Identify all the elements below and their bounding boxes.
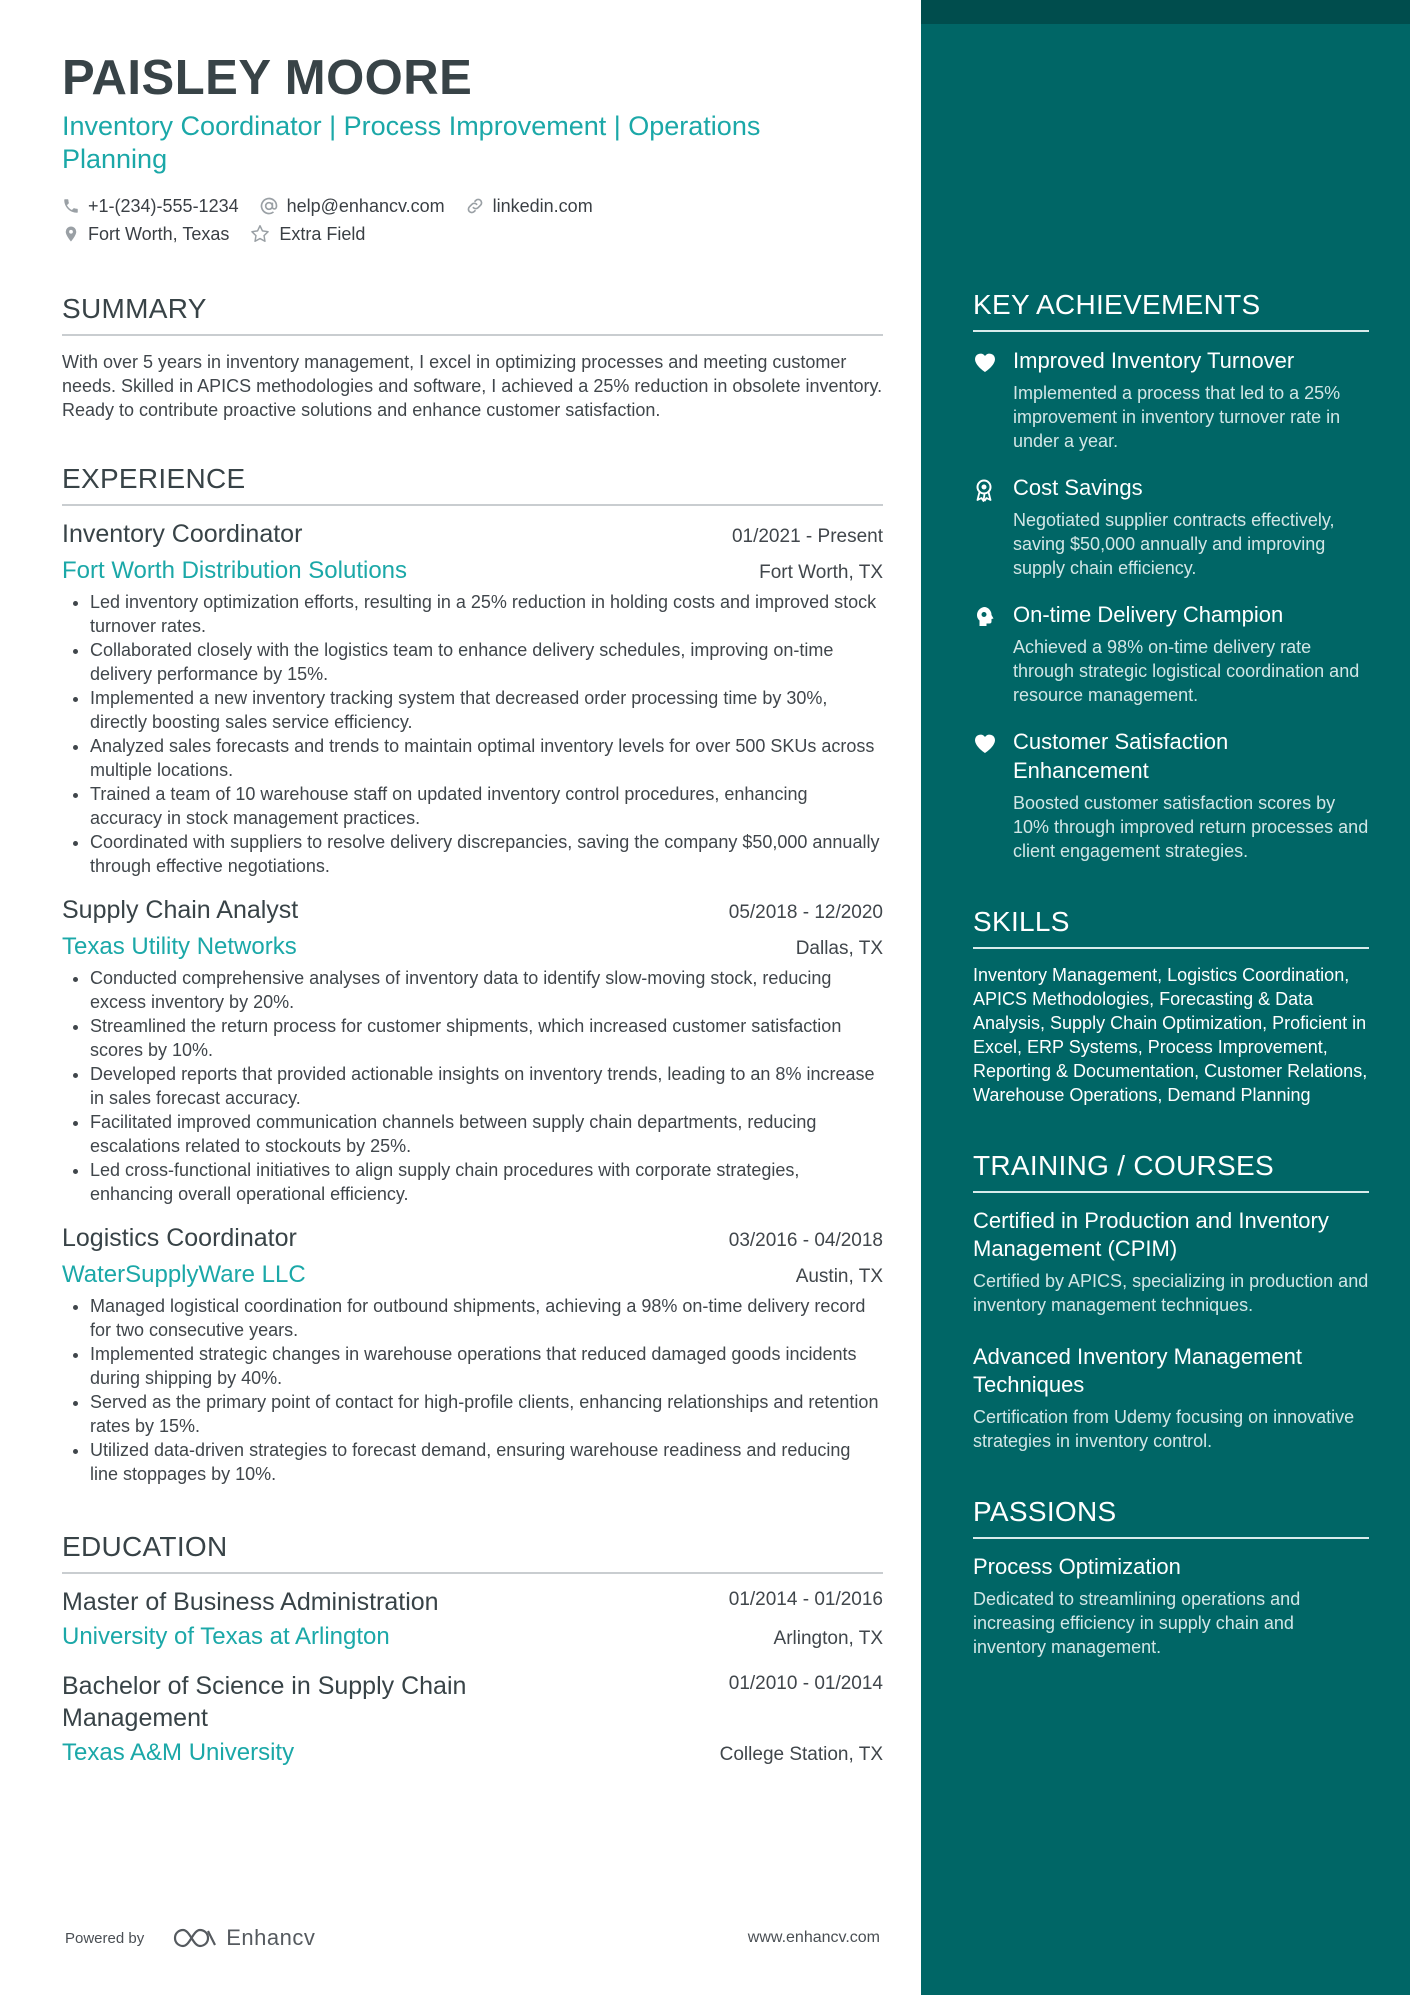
- bullet-item: • Implemented a new inventory tracking system that decreased order processing time by 30%, directly boosting sales service efficiency.: [90, 686, 883, 734]
- achievement-title: Cost Savings: [1013, 475, 1143, 500]
- job-title: Logistics Coordinator: [62, 1224, 297, 1252]
- candidate-headline: Inventory Coordinator | Process Improvement | Operations Planning: [62, 111, 761, 174]
- bullet-item: • Conducted comprehensive analyses of inventory data to identify slow-moving stock, reducing excess inventory by 20%.: [90, 966, 883, 1014]
- education-date: 01/2010 - 01/2014: [728, 1673, 883, 1694]
- contact-extra: [249, 223, 365, 245]
- job-title: Inventory Coordinator: [62, 520, 303, 548]
- link-icon: [465, 196, 485, 216]
- footer-url[interactable]: www.enhancv.com: [747, 1929, 880, 1946]
- course-item: [973, 1343, 1369, 1453]
- education-header: [62, 1670, 883, 1734]
- job-title: Supply Chain Analyst: [62, 896, 299, 924]
- brand-logo[interactable]: [172, 1925, 315, 1951]
- achievement-body: [1013, 600, 1369, 707]
- phone-icon: [62, 197, 80, 215]
- bullet-item: • Led cross-functional initiatives to align supply chain procedures with corporate strategies, enhancing overall operational efficiency.: [90, 1158, 883, 1206]
- education-location: College Station, TX: [719, 1744, 883, 1765]
- contact-location: [62, 224, 229, 245]
- job-header: [62, 894, 883, 926]
- location-pin-icon: [62, 224, 80, 244]
- job-date: 05/2018 - 12/2020: [728, 902, 883, 923]
- contact-linkedin[interactable]: [465, 196, 593, 217]
- education-school: University of Texas at Arlington: [62, 1623, 390, 1650]
- education-degree: Master of Business Administration: [62, 1588, 439, 1616]
- section-title: SKILLS: [973, 905, 1369, 949]
- email-text: help@enhancv.com: [286, 195, 445, 216]
- achievement-item: [973, 346, 1369, 453]
- powered-by: [65, 1925, 315, 1951]
- course-title: Advanced Inventory Management Techniques: [973, 1344, 1302, 1397]
- education-school: Texas A&M University: [62, 1739, 295, 1766]
- section-title: EXPERIENCE: [62, 462, 883, 506]
- achievement-item: [973, 727, 1369, 863]
- job-location: Austin, TX: [795, 1266, 883, 1287]
- bullet-item: • Utilized data-driven strategies to forecast demand, ensuring warehouse readiness and reducing line stoppages by 10%.: [90, 1438, 883, 1486]
- bullet-item: • Analyzed sales forecasts and trends to maintain optimal inventory levels for over 500 SKUs across multiple locations.: [90, 734, 883, 782]
- job-subheader: [62, 932, 883, 962]
- contact-row-2: [62, 220, 883, 248]
- education-subheader: [62, 1622, 883, 1652]
- achievement-desc: Achieved a 98% on-time delivery rate through strategic logistical coordination and resource management.: [1013, 637, 1360, 705]
- heart-icon: [973, 351, 997, 373]
- job-company: WaterSupplyWare LLC: [62, 1261, 306, 1288]
- award-icon: [973, 478, 995, 502]
- education-date: 01/2014 - 01/2016: [728, 1589, 883, 1610]
- job-bullets: [62, 1294, 883, 1486]
- bullet-item: • Managed logistical coordination for outbound shipments, achieving a 98% on-time delivery record for two consecutive years.: [90, 1294, 883, 1342]
- summary-text: With over 5 years in inventory management, I excel in optimizing processes and meeting customer needs. Skilled in APICS methodologies and software, I achieved a 25% reduction in obsolete inventory. Ready to contribute proactive solutions and enhance customer satisfaction.: [62, 352, 883, 420]
- bullet-item: • Developed reports that provided actionable insights on inventory trends, leading to an 8% increase in sales forecast accuracy.: [90, 1062, 883, 1110]
- job-company: Texas Utility Networks: [62, 933, 297, 960]
- summary-section: [62, 292, 883, 422]
- bullet-item: • Led inventory optimization efforts, resulting in a 25% reduction in holding costs and improved stock turnover rates.: [90, 590, 883, 638]
- education-degree: Bachelor of Science in Supply Chain Management: [62, 1672, 467, 1732]
- section-title: TRAINING / COURSES: [973, 1149, 1369, 1193]
- section-title: PASSIONS: [973, 1495, 1369, 1539]
- contact-phone[interactable]: [62, 196, 239, 217]
- contact-info: [62, 192, 883, 248]
- training-section: [973, 1149, 1369, 1453]
- passions-section: [973, 1495, 1369, 1659]
- course-desc: Certification from Udemy focusing on innovative strategies in inventory control.: [973, 1407, 1355, 1451]
- achievement-title: Customer Satisfaction Enhancement: [1013, 729, 1229, 783]
- location-text: Fort Worth, Texas: [88, 223, 230, 244]
- job-location: Fort Worth, TX: [759, 562, 883, 583]
- achievement-desc: Implemented a process that led to a 25% improvement in inventory turnover rate in under a year.: [1013, 383, 1341, 451]
- job-bullets: [62, 966, 883, 1206]
- achievement-item: [973, 473, 1369, 580]
- bullet-item: • Streamlined the return process for customer shipments, which increased customer satisfaction scores by 10%.: [90, 1014, 883, 1062]
- section-title: KEY ACHIEVEMENTS: [973, 288, 1369, 332]
- job-header: [62, 518, 883, 550]
- sidebar-column: [921, 0, 1410, 1995]
- education-location: Arlington, TX: [773, 1628, 883, 1649]
- powered-by-label: Powered by: [65, 1929, 145, 1947]
- experience-section: [62, 462, 883, 1486]
- job-entry: [62, 894, 883, 1206]
- candidate-name: PAISLEY MOORE: [62, 51, 473, 105]
- heart-icon-wrap: [973, 346, 1013, 453]
- main-column-content: [62, 50, 883, 1768]
- education-entry: [62, 1670, 883, 1768]
- sidebar-content: [973, 288, 1369, 1659]
- job-entry: [62, 1222, 883, 1486]
- footer: [65, 1925, 880, 1951]
- skills-section: [973, 905, 1369, 1107]
- bullet-item: • Implemented strategic changes in warehouse operations that reduced damaged goods incidents during shipping by 40%.: [90, 1342, 883, 1390]
- achievement-title: Improved Inventory Turnover: [1013, 348, 1295, 373]
- job-company: Fort Worth Distribution Solutions: [62, 557, 408, 584]
- education-section: [62, 1530, 883, 1768]
- course-desc: Certified by APICS, specializing in production and inventory management techniques.: [973, 1271, 1369, 1315]
- passion-item: [973, 1553, 1369, 1659]
- job-bullets: [62, 590, 883, 878]
- job-header: [62, 1222, 883, 1254]
- achievement-desc: Boosted customer satisfaction scores by 10% through improved return processes and client engagement strategies.: [1013, 793, 1369, 861]
- award-icon-wrap: [973, 473, 1013, 580]
- bullet-item: • Coordinated with suppliers to resolve delivery discrepancies, saving the company $50,000 annually through effective negotiations.: [90, 830, 883, 878]
- achievement-body: [1013, 473, 1369, 580]
- heart-icon: [973, 732, 997, 754]
- bullet-item: • Collaborated closely with the logistics team to enhance delivery schedules, improving on-time delivery performance by 15%.: [90, 638, 883, 686]
- education-header: [62, 1586, 883, 1618]
- education-entry: [62, 1586, 883, 1652]
- contact-row-1: [62, 192, 883, 220]
- achievement-body: [1013, 727, 1369, 863]
- contact-email[interactable]: [259, 196, 445, 217]
- job-entry: [62, 518, 883, 878]
- enhancv-logo-icon: [172, 1926, 218, 1950]
- achievement-title: On-time Delivery Champion: [1013, 602, 1284, 627]
- at-icon: [259, 196, 279, 216]
- skills-text: Inventory Management, Logistics Coordination, APICS Methodologies, Forecasting & Data Analysis, Supply Chain Optimization, Proficient in Excel, ERP Systems, Process Improvement, Reporting & Documentation, Customer Relations, Warehouse Operations, Demand Planning: [973, 965, 1368, 1105]
- brain-icon-wrap: [973, 600, 1013, 707]
- job-date: 03/2016 - 04/2018: [728, 1230, 883, 1251]
- sidebar-top-band: [921, 0, 1410, 24]
- bullet-item: • Served as the primary point of contact for high-profile clients, enhancing relationships and retention rates by 15%.: [90, 1390, 883, 1438]
- bullet-item: • Trained a team of 10 warehouse staff on updated inventory control procedures, enhancing accuracy in stock management practices.: [90, 782, 883, 830]
- job-subheader: [62, 1260, 883, 1290]
- section-title: SUMMARY: [62, 292, 883, 336]
- phone-text: +1-(234)-555-1234: [88, 195, 239, 216]
- achievement-body: [1013, 346, 1369, 453]
- passion-desc: Dedicated to streamlining operations and increasing efficiency in supply chain and inventory management.: [973, 1589, 1301, 1657]
- achievements-section: [973, 288, 1369, 863]
- passion-title: Process Optimization: [973, 1554, 1181, 1579]
- achievement-desc: Negotiated supplier contracts effectively, saving $50,000 annually and improving supply chain efficiency.: [1013, 510, 1335, 578]
- course-item: [973, 1207, 1369, 1317]
- star-icon: [249, 223, 271, 245]
- heart-icon-wrap: [973, 727, 1013, 863]
- extra-field-text: Extra Field: [279, 223, 366, 244]
- job-date: 01/2021 - Present: [731, 526, 883, 547]
- linkedin-text: linkedin.com: [492, 195, 593, 216]
- brand-name: Enhancv: [226, 1925, 316, 1950]
- section-title: EDUCATION: [62, 1530, 883, 1574]
- brain-icon: [973, 605, 997, 629]
- job-subheader: [62, 556, 883, 586]
- job-location: Dallas, TX: [795, 938, 883, 959]
- education-subheader: [62, 1738, 883, 1768]
- course-title: Certified in Production and Inventory Management (CPIM): [973, 1208, 1329, 1261]
- achievement-item: [973, 600, 1369, 707]
- bullet-item: • Facilitated improved communication channels between supply chain departments, reducing escalations related to stockouts by 25%.: [90, 1110, 883, 1158]
